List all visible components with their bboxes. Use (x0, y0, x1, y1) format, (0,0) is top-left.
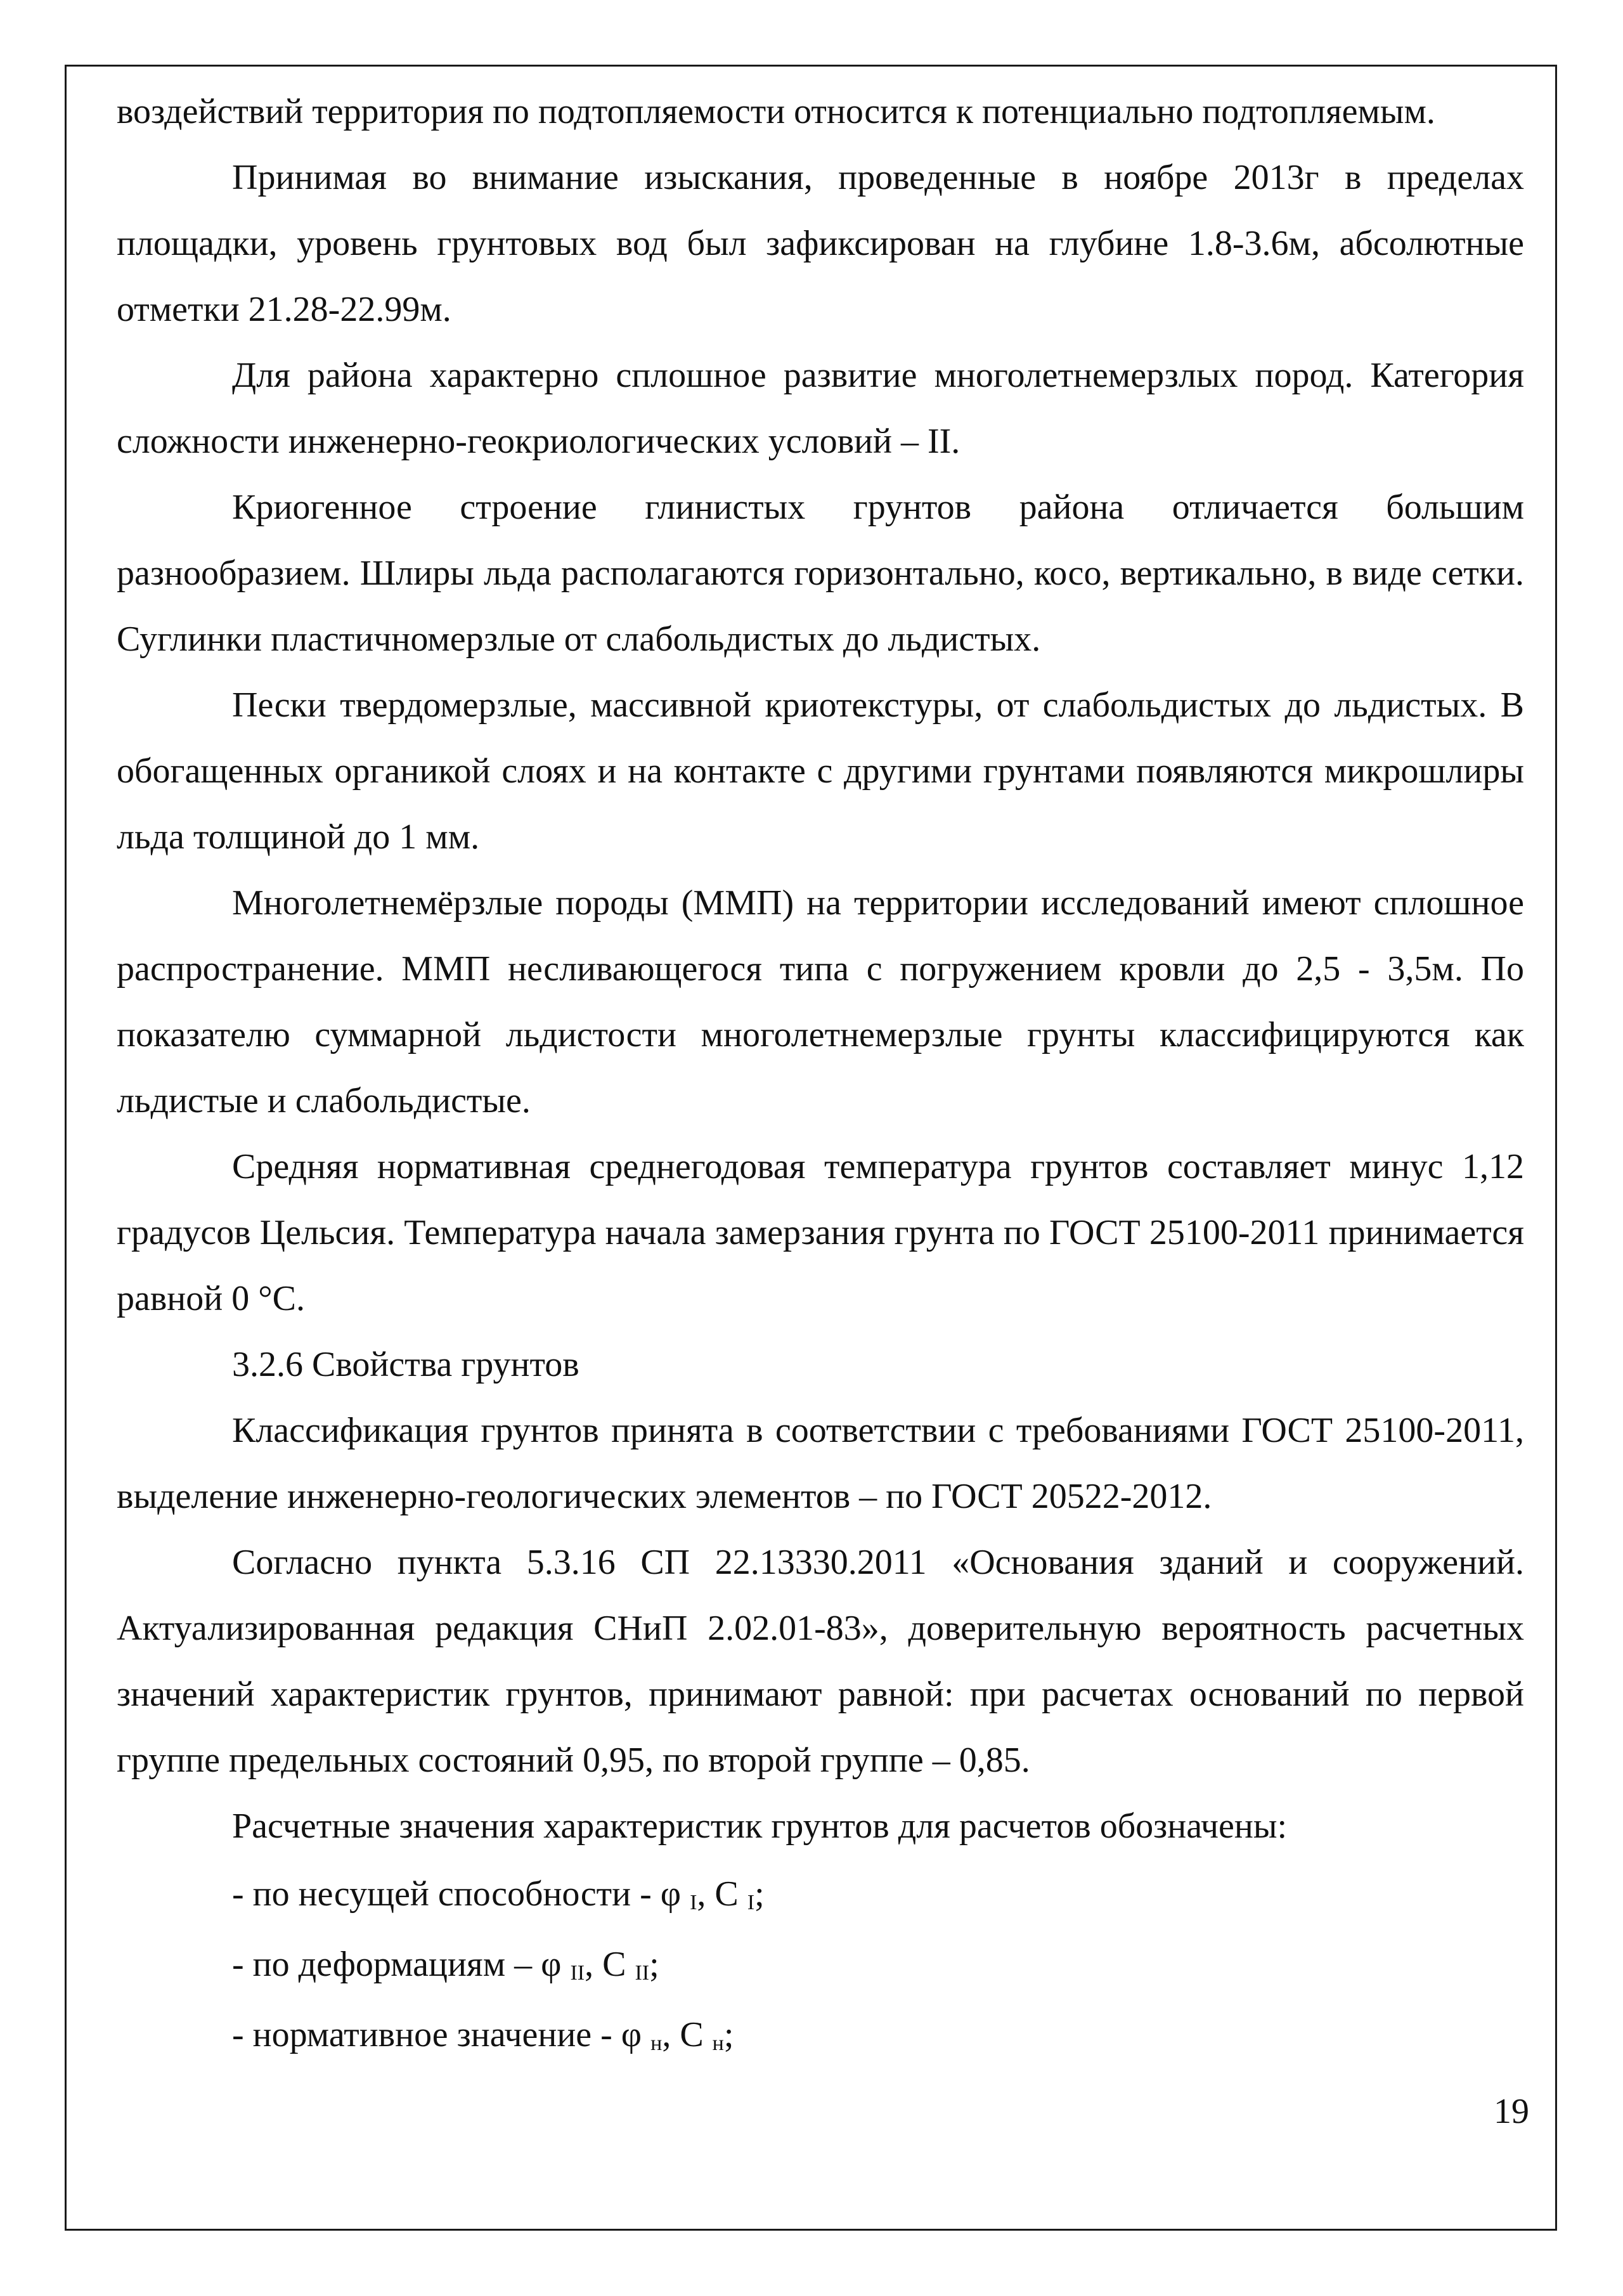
subscript: н (650, 2032, 663, 2055)
paragraph-cryogenic-structure: Криогенное строение глинистых грунтов района отличается большим разнообразием. Шлиры льда располагаются горизонтально, косо, вертикально, в виде сетки. Суглинки пластичномерзлые от слабольдистых до льдистых. (117, 488, 1524, 659)
paragraph-sands: Пески твердомерзлые, массивной криотекстуры, от слабольдистых до льдистых. В обогащенных органикой слоях и на контакте с другими грунтами появляются микрошлиры льда толщиной до 1 мм. (117, 685, 1524, 857)
list-item-normative: - нормативное значение - φ $_н$, С $_н$; (232, 2015, 734, 2055)
subscript: II (570, 1961, 585, 1985)
subscript: II (635, 1961, 650, 1985)
paragraph-classification: Классификация грунтов принята в соответствии с требованиями ГОСТ 25100-2011, выделение инженерно-геологических элементов – по ГОСТ 20522-2012. (117, 1411, 1524, 1516)
list-item-bearing-capacity: - по несущей способности - φ $_I$, С $_I$; (232, 1874, 765, 1914)
document-body (117, 79, 1524, 2070)
list-item-deformations: - по деформациям – φ $_{II}$, С $_{II}$; (232, 1945, 659, 1985)
paragraph-groundwater: Принимая во внимание изыскания, проведенные в ноябре 2013г в пределах площадки, уровень грунтовых вод был зафиксирован на глубине 1.8-3.6м, абсолютные отметки 21.28-22.99м. (117, 158, 1524, 329)
paragraph-permafrost: Для района характерно сплошное развитие многолетнемерзлых пород. Категория сложности инженерно-геокриологических условий – II. (117, 356, 1524, 461)
subscript: н (712, 2032, 724, 2055)
subscript: I (747, 1891, 755, 1914)
paragraph-probability: Согласно пункта 5.3.16 СП 22.13330.2011 «Основания зданий и сооружений. Актуализированная редакция СНиП 2.02.01-83», доверительную вероятность расчетных значений характеристик грунтов, принимают равной: при расчетах оснований по первой группе предельных состояний 0,95, по второй группе – 0,85. (117, 1543, 1524, 1780)
subscript: I (690, 1891, 697, 1914)
paragraph-mmp: Многолетнемёрзлые породы (ММП) на территории исследований имеют сплошное распространение. ММП несливающегося типа с погружением кровли до 2,5 - 3,5м. По показателю суммарной льдистости многолетнемерзлые грунты классифицируются как льдистые и слабольдистые. (117, 883, 1524, 1120)
section-heading: 3.2.6 Свойства грунтов (232, 1345, 579, 1384)
paragraph-temperature: Средняя нормативная среднегодовая температура грунтов составляет минус 1,12 градусов Цельсия. Температура начала замерзания грунта по ГОСТ 25100-2011 принимается равной 0 °С. (117, 1147, 1524, 1318)
page-number: 19 (1494, 2092, 1529, 2131)
paragraph-design-values: Расчетные значения характеристик грунтов для расчетов обозначены: (232, 1806, 1288, 1846)
paragraph-continuation: воздействий территория по подтопляемости относится к потенциально подтопляемым. (117, 92, 1435, 131)
